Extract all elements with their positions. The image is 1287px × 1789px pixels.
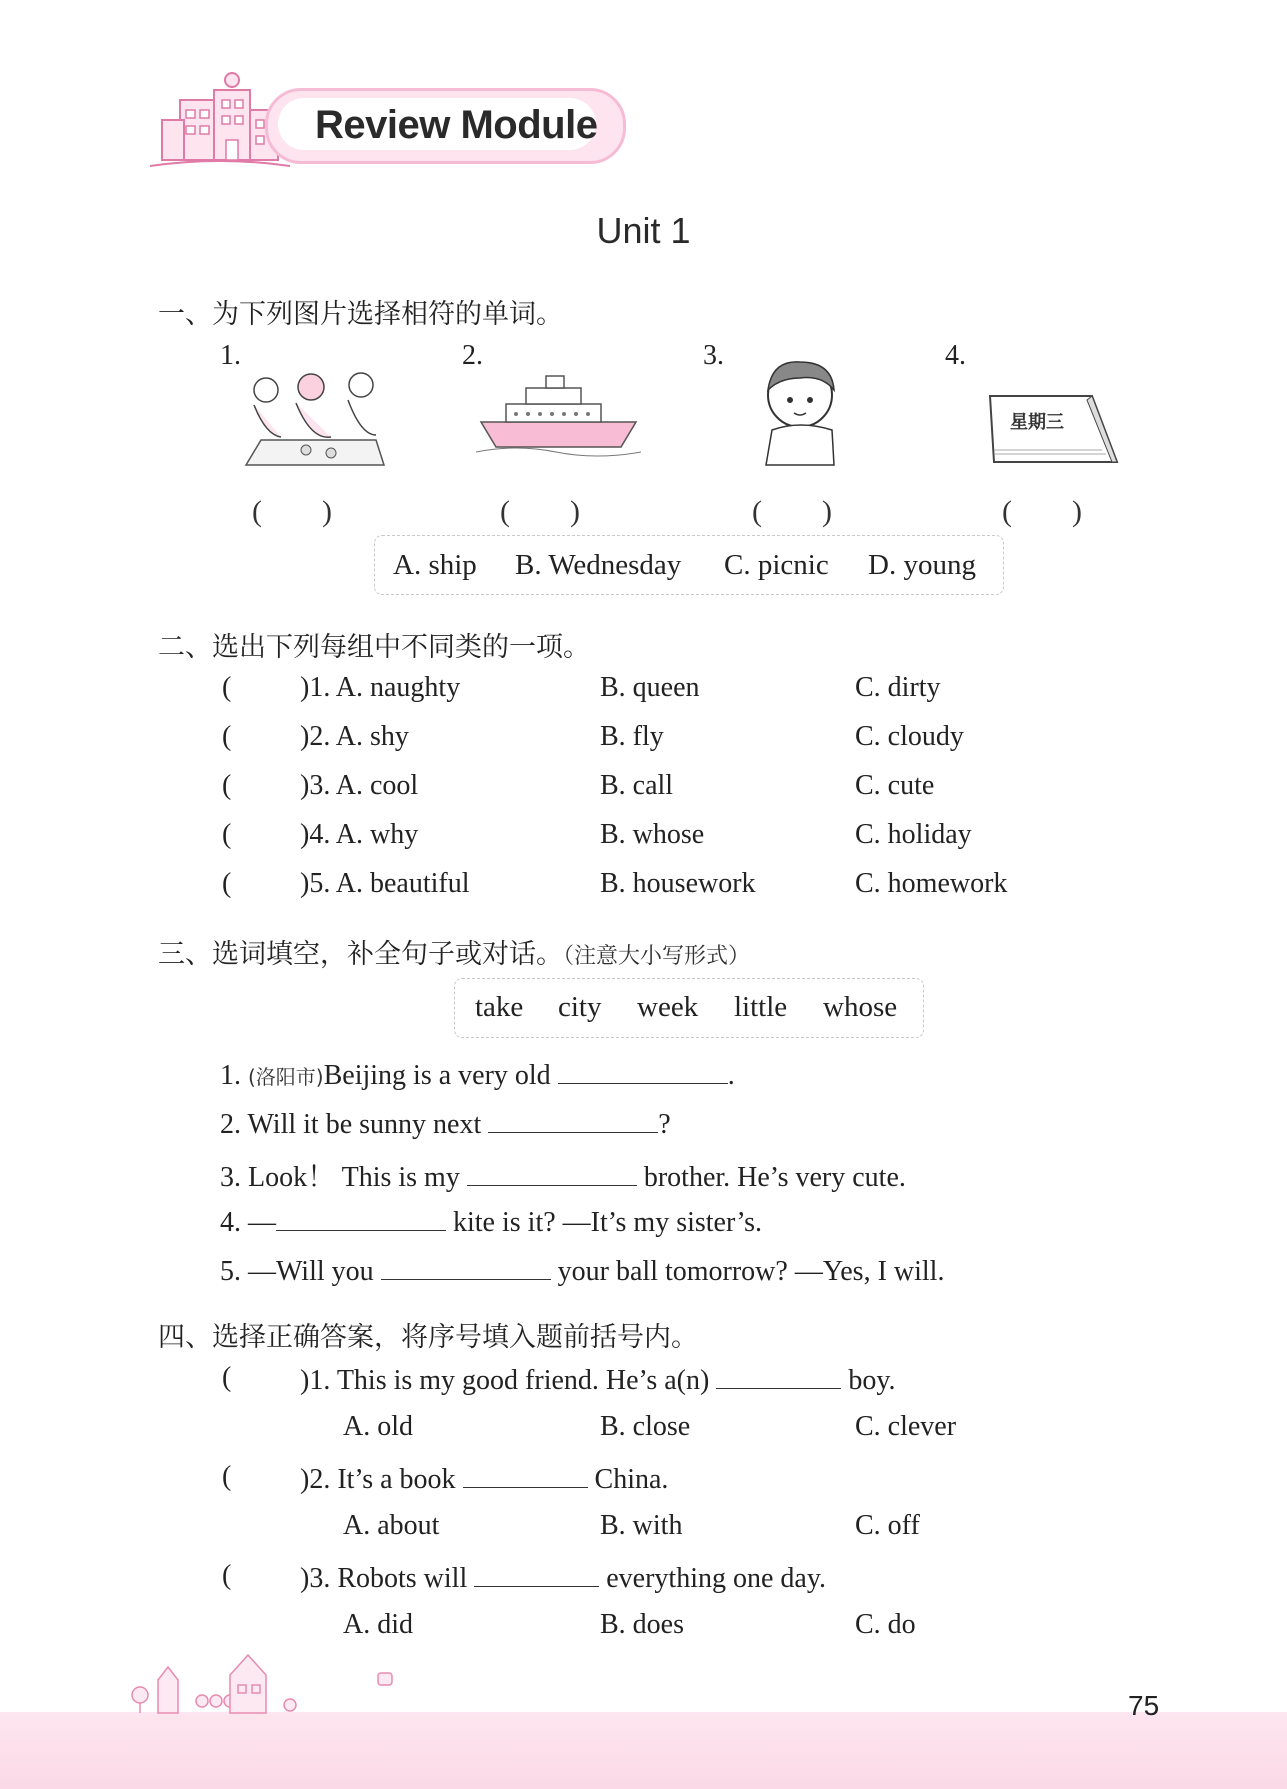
s3-s5-b: your ball tomorrow? —Yes, I will. (550, 1256, 945, 1287)
s1-option-b: B. Wednesday (515, 549, 682, 581)
s1-item1-paren[interactable]: ( ) (252, 495, 332, 528)
s4-q1-a: )1. This is my good friend. He’s a(n) (300, 1365, 717, 1396)
s4-q1-option-a: A. old (343, 1411, 413, 1442)
page-title: Review Module (315, 103, 598, 147)
s4-q1 (300, 1362, 896, 1397)
s4-q2-blank[interactable] (463, 1461, 588, 1488)
s3-s5-pre: 5. (220, 1256, 248, 1287)
s2-row1-b: B. queen (600, 672, 700, 703)
s3-s2-a: Will it be sunny next (247, 1109, 489, 1140)
section3-note: （注意大小写形式） (563, 944, 751, 969)
young-boy-picture-icon (752, 350, 852, 470)
s4-q3-option-c: C. do (855, 1609, 916, 1640)
s3-s4-pre: 4. (220, 1207, 248, 1238)
s2-row2-c: C. cloudy (855, 721, 964, 752)
page-number: 75 (1128, 1690, 1160, 1721)
s4-q3-option-a: A. did (343, 1609, 413, 1640)
s3-sentence2 (220, 1106, 671, 1141)
s3-sentence5 (220, 1253, 944, 1288)
s3-s1-b: . (727, 1060, 735, 1091)
s1-item4-number: 4. (945, 340, 966, 371)
s1-option-a: A. ship (393, 549, 477, 581)
s4-q1-paren[interactable]: ( (222, 1362, 232, 1393)
s4-q3-blank[interactable] (474, 1560, 599, 1587)
picnic-picture-icon (236, 365, 386, 470)
s3-s1-pre: 1. (220, 1060, 248, 1091)
s3-word-take: take (475, 991, 524, 1023)
s2-row2-paren[interactable]: ( (222, 721, 232, 752)
s1-item3-number: 3. (703, 340, 724, 371)
s2-row1-paren[interactable]: ( (222, 672, 232, 703)
s4-q3-a: )3. Robots will (300, 1563, 475, 1594)
s2-row5-a: )5. A. beautiful (300, 868, 470, 899)
section1-heading: 一、为下列图片选择相符的单词。 (158, 299, 563, 330)
s4-q3 (300, 1560, 826, 1595)
s2-row1-c: C. dirty (855, 672, 941, 703)
s1-item2-paren[interactable]: ( ) (500, 495, 580, 528)
s3-sentence4 (220, 1204, 762, 1239)
s3-s1-a: Beijing is a very old (323, 1060, 558, 1091)
s3-s4-blank[interactable] (276, 1204, 446, 1231)
s3-s4-b: kite is it? —It’s my sister’s. (446, 1207, 763, 1238)
s3-s3-b: brother. He’s very cute. (636, 1162, 906, 1193)
s3-s1-blank[interactable] (558, 1057, 728, 1084)
s3-word-whose: whose (823, 991, 898, 1023)
s3-s4-a: — (248, 1207, 276, 1238)
s2-row3-a: )3. A. cool (300, 770, 419, 801)
s1-item4-paren[interactable]: ( ) (1002, 495, 1082, 528)
s4-q2-option-b: B. with (600, 1510, 683, 1541)
s3-s3-blank[interactable] (467, 1159, 637, 1186)
ship-picture-icon (476, 372, 641, 457)
s4-q1-b: boy. (841, 1365, 896, 1396)
s4-q1-blank[interactable] (716, 1362, 841, 1389)
s3-s2-pre: 2. (220, 1109, 248, 1140)
calendar-wednesday-picture-icon (982, 390, 1122, 470)
s2-row4-paren[interactable]: ( (222, 819, 232, 850)
s4-q2-paren[interactable]: ( (222, 1461, 232, 1492)
s3-sentence3 (220, 1155, 906, 1195)
s2-row4-b: B. whose (600, 819, 705, 850)
s4-q2-a: )2. It’s a book (300, 1464, 463, 1495)
s3-s1-tag: (洛阳市) (248, 1065, 324, 1089)
s3-s2-b: ? (658, 1109, 671, 1140)
s3-s5-a: —Will you (248, 1256, 381, 1287)
s3-s5-blank[interactable] (381, 1253, 551, 1280)
s3-s3-pre: 3. (220, 1162, 248, 1193)
s3-sentence1 (220, 1057, 735, 1092)
s3-word-city: city (558, 991, 602, 1023)
s4-q1-option-c: C. clever (855, 1411, 957, 1442)
s2-row3-b: B. call (600, 770, 674, 801)
s3-s2-blank[interactable] (488, 1106, 658, 1133)
s1-item3-paren[interactable]: ( ) (752, 495, 832, 528)
s2-row2-a: )2. A. shy (300, 721, 409, 752)
s2-row1-a: )1. A. naughty (300, 672, 461, 703)
s2-row5-c: C. homework (855, 868, 1008, 899)
s1-item1-number: 1. (220, 340, 241, 371)
s1-option-d: D. young (868, 549, 976, 581)
s1-option-c: C. picnic (724, 549, 829, 581)
s2-row4-c: C. holiday (855, 819, 972, 850)
section3-heading-text: 三、选词填空，补全句子或对话。 (158, 939, 563, 970)
s2-row5-paren[interactable]: ( (222, 868, 232, 899)
section4-heading: 四、选择正确答案，将序号填入题前括号内。 (158, 1322, 698, 1353)
s4-q2-option-a: A. about (343, 1510, 440, 1541)
s2-row4-a: )4. A. why (300, 819, 419, 850)
s3-word-little: little (734, 991, 788, 1023)
s3-s3-a: Look！ This is my (248, 1162, 467, 1193)
town-decoration-icon (120, 1645, 400, 1715)
s4-q3-b: everything one day. (599, 1563, 827, 1594)
section2-heading: 二、选出下列每组中不同类的一项。 (158, 632, 590, 663)
s4-q2 (300, 1461, 668, 1496)
s4-q2-option-c: C. off (855, 1510, 920, 1541)
s4-q3-option-b: B. does (600, 1609, 684, 1640)
s2-row5-b: B. housework (600, 868, 756, 899)
section3-heading (158, 932, 750, 971)
calendar-text: 星期三 (1010, 412, 1064, 433)
footer-band (0, 1712, 1287, 1789)
s4-q1-option-b: B. close (600, 1411, 691, 1442)
s2-row3-c: C. cute (855, 770, 935, 801)
s4-q3-paren[interactable]: ( (222, 1560, 232, 1591)
s3-word-week: week (637, 991, 699, 1023)
s2-row2-b: B. fly (600, 721, 664, 752)
s4-q2-b: China. (587, 1464, 669, 1495)
unit-title: Unit 1 (596, 210, 691, 251)
s1-item2-number: 2. (462, 340, 483, 371)
s2-row3-paren[interactable]: ( (222, 770, 232, 801)
